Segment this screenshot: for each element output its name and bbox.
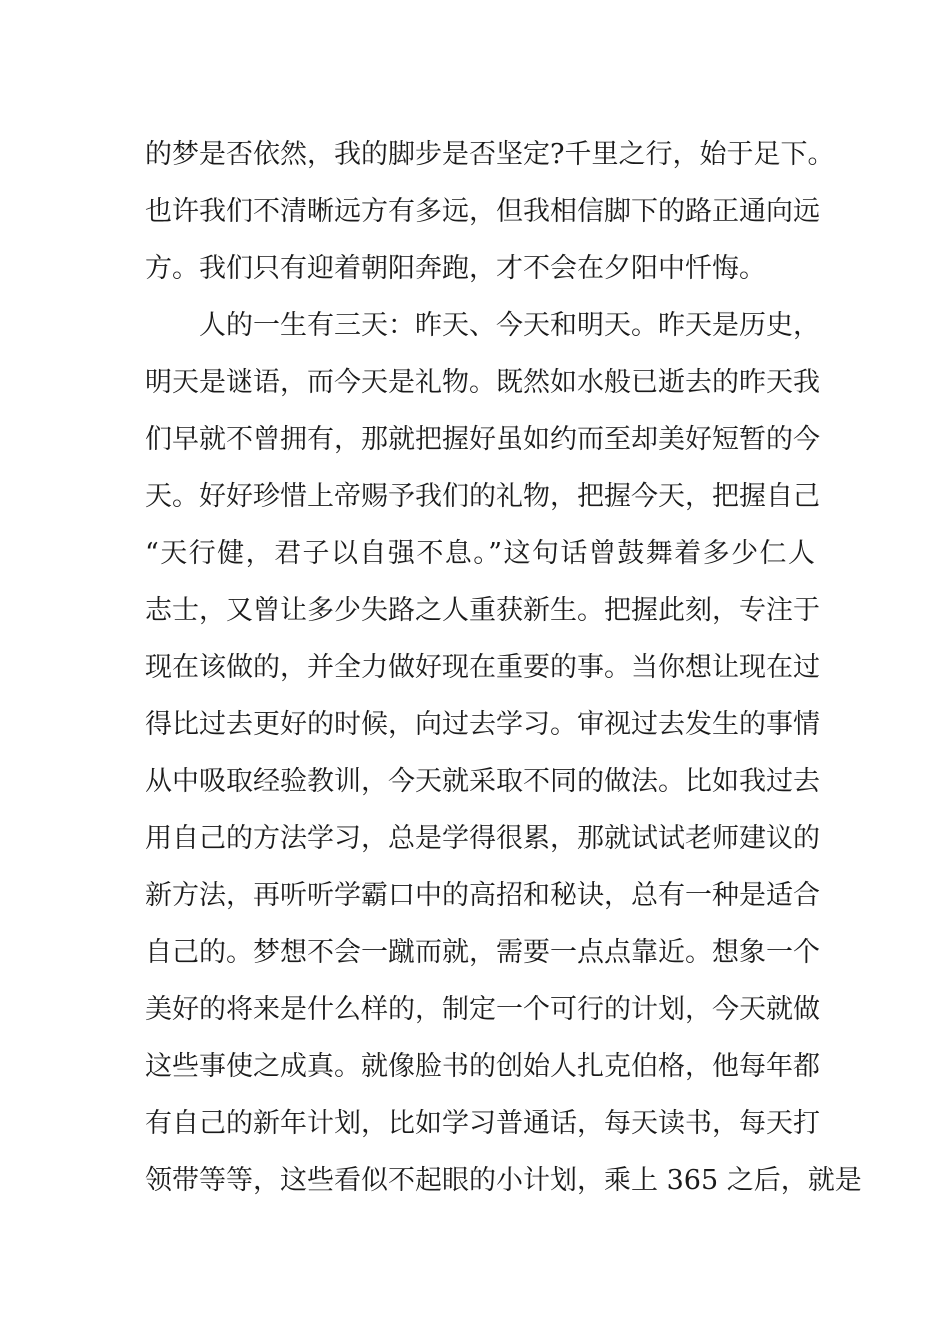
text-line: 自己的。梦想不会一蹴而就，需要一点点靠近。想象一个 [145,937,820,968]
text-line: 领带等等，这些看似不起眼的小计划，乘上 365 之后，就是 [145,1165,862,1196]
text-line: 用自己的方法学习，总是学得很累，那就试试老师建议的 [145,823,820,854]
text-line: 们早就不曾拥有，那就把握好虽如约而至却美好短暂的今 [145,424,820,455]
body-text [145,126,862,1209]
text-line: 明天是谜语，而今天是礼物。既然如水般已逝去的昨天我 [145,367,820,398]
text-line: 方。我们只有迎着朝阳奔跑，才不会在夕阳中忏悔。 [145,253,766,284]
text-line: 得比过去更好的时候，向过去学习。审视过去发生的事情 [145,709,820,740]
text-line: 美好的将来是什么样的，制定一个可行的计划，今天就做 [145,994,820,1025]
text-line: 志士，又曾让多少失路之人重获新生。把握此刻，专注于 [145,595,820,626]
text-line: 有自己的新年计划，比如学习普通话，每天读书，每天打 [145,1108,820,1139]
text-line: “天行健，君子以自强不息。”这句话曾鼓舞着多少仁人 [145,538,815,569]
text-line: 的梦是否依然，我的脚步是否坚定?千里之行，始于足下。 [145,139,835,170]
text-line: 从中吸取经验教训，今天就采取不同的做法。比如我过去 [145,766,820,797]
text-line: 这些事使之成真。就像脸书的创始人扎克伯格，他每年都 [145,1051,820,1082]
text-line: 新方法，再听听学霸口中的高招和秘诀，总有一种是适合 [145,880,820,911]
paragraph-first-line: 人的一生有三天：昨天、今天和明天。昨天是历史， [199,310,820,341]
text-line: 天。好好珍惜上帝赐予我们的礼物，把握今天，把握自己 [145,481,820,512]
text-line: 也许我们不清晰远方有多远，但我相信脚下的路正通向远 [145,196,820,227]
text-line: 现在该做的，并全力做好现在重要的事。当你想让现在过 [145,652,820,683]
